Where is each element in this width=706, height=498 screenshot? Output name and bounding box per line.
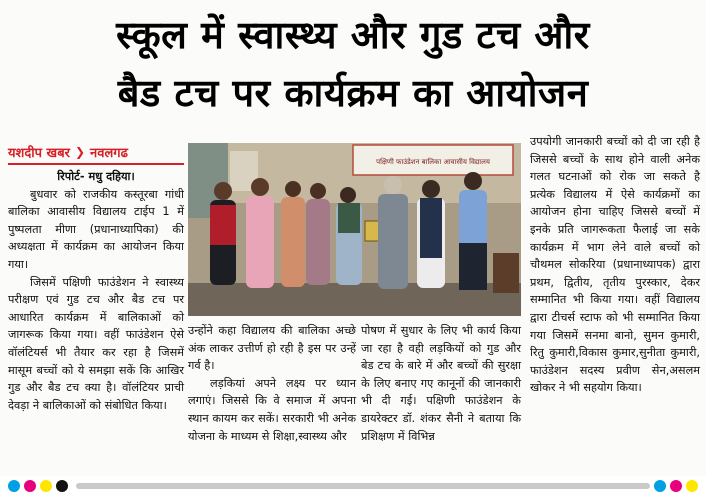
reporter-credit: रिपोर्ट- मधु दहिया।: [57, 170, 135, 183]
article-column-2: [188, 322, 356, 445]
article-paragraph: उपयोगी जानकारी बच्चों को दी जा रही है जिससे बच्चों के साथ होने वाली अनेक गलत घटनाओं को रोक जा सकते है प्रत्येक विद्यालय में ऐसे कार्यक्रमों का आयोजन होना चाहिए जिससे बच्चों में इनके प्रति जागरूकता फैलाई जा सके कार्यक्रम में भाग लेने वाले बच्चों को चौथमल सोकरिया (प्रधानाध्यापक) द्वारा प्रथम, द्वितीय, तृतीय पुरस्कार, देकर सम्मानित भी किया गया। वहीं विद्यालय द्वारा टीचर्स स्टाफ को भी सम्मानित किया गया जिसमें सनमा बानो, सुमन कुमारी, रितु कुमारी,विकास कुमार,सुनीता कुमारी, फाउंडेशन सदस्य प्रवीण सेन,असलम खोकर ने भी सहयोग किया।: [530, 135, 700, 395]
cyan-dot: [8, 480, 20, 492]
dateline-place: नवलगढ: [90, 146, 128, 161]
photo-illustration: [188, 143, 521, 316]
publication-name: यशदीप खबर: [8, 146, 70, 161]
magenta-dot: [670, 480, 682, 492]
cyan-dot: [654, 480, 666, 492]
event-photo: [188, 143, 521, 316]
article-paragraph: लड़कियां अपने लक्ष्य पर ध्यान लगाएं। जिससे कि वे समाज में अपना स्थान कायम कर सकें। सरकारी भी अनेक योजना के माध्यम से शिक्षा,स्वास्थ्य और: [188, 376, 356, 443]
headline-line-2: बैड टच पर कार्यक्रम का आयोजन: [117, 71, 589, 115]
chevron-right-icon: ❯: [74, 145, 85, 159]
color-dots-right: [654, 480, 698, 492]
yellow-dot: [686, 480, 698, 492]
footer-rule: [76, 483, 650, 489]
registration-bar: [0, 476, 706, 498]
article-column-1: [8, 168, 184, 414]
headline-line-1: स्कूल में स्वास्थ्य और गुड टच और: [116, 13, 590, 57]
article-paragraph: उन्होंने कहा विद्यालय की बालिका अच्छे अंक लाकर उत्तीर्ण हो रही है इस पर उन्हें गर्व है।: [188, 324, 356, 373]
article-column-4: [530, 133, 700, 397]
article-paragraph: बुधवार को राजकीय कस्तूरबा गांधी बालिका आवासीय विद्यालय टाईप 1 में पुष्पलता मीणा (प्रधानाध्यापिका) की अध्यक्षता में कार्यक्रम का आयोजन किया गया।: [8, 187, 184, 271]
article-paragraph: पोषण में सुधार के लिए भी कार्य किया जा रहा है वही लड़कियों को गुड और बेड टच के बारे में और बच्चों की सुरक्षा के लिए बनाए गए कानूनों की जानकारी भी दी गई। पक्षिणी फाउंडेशन के डायरेक्टर डॉ. शंकर सैनी ने बताया कि प्रशिक्षण में विभिन्न: [361, 324, 521, 443]
color-dots-left: [8, 480, 68, 492]
article-paragraph: जिसमें पक्षिणी फाउंडेशन ने स्वास्थ्य परीक्षण एवं गुड टच और बैड टच पर आधारित कार्यक्रम में बालिकाओं को जागरूक किया गया। वहीं फाउंडेशन ऐसे वॉलंटियर्स भी तैयार कर रहा है जिसमें मासूम बच्चों को ये समझा सकें कि आखिर गुड और बैड टच क्या है। वॉलंटियर प्राची देवड़ा ने बालिकाओं को संबोधित किया।: [8, 275, 184, 412]
article-column-3: [361, 322, 521, 445]
yellow-dot: [40, 480, 52, 492]
black-dot: [56, 480, 68, 492]
byline: [8, 141, 184, 165]
photo-banner-text: पक्षिणी फाउंडेशन बालिका आवासीय विद्यालय: [376, 158, 490, 166]
magenta-dot: [24, 480, 36, 492]
headline: [0, 6, 706, 122]
